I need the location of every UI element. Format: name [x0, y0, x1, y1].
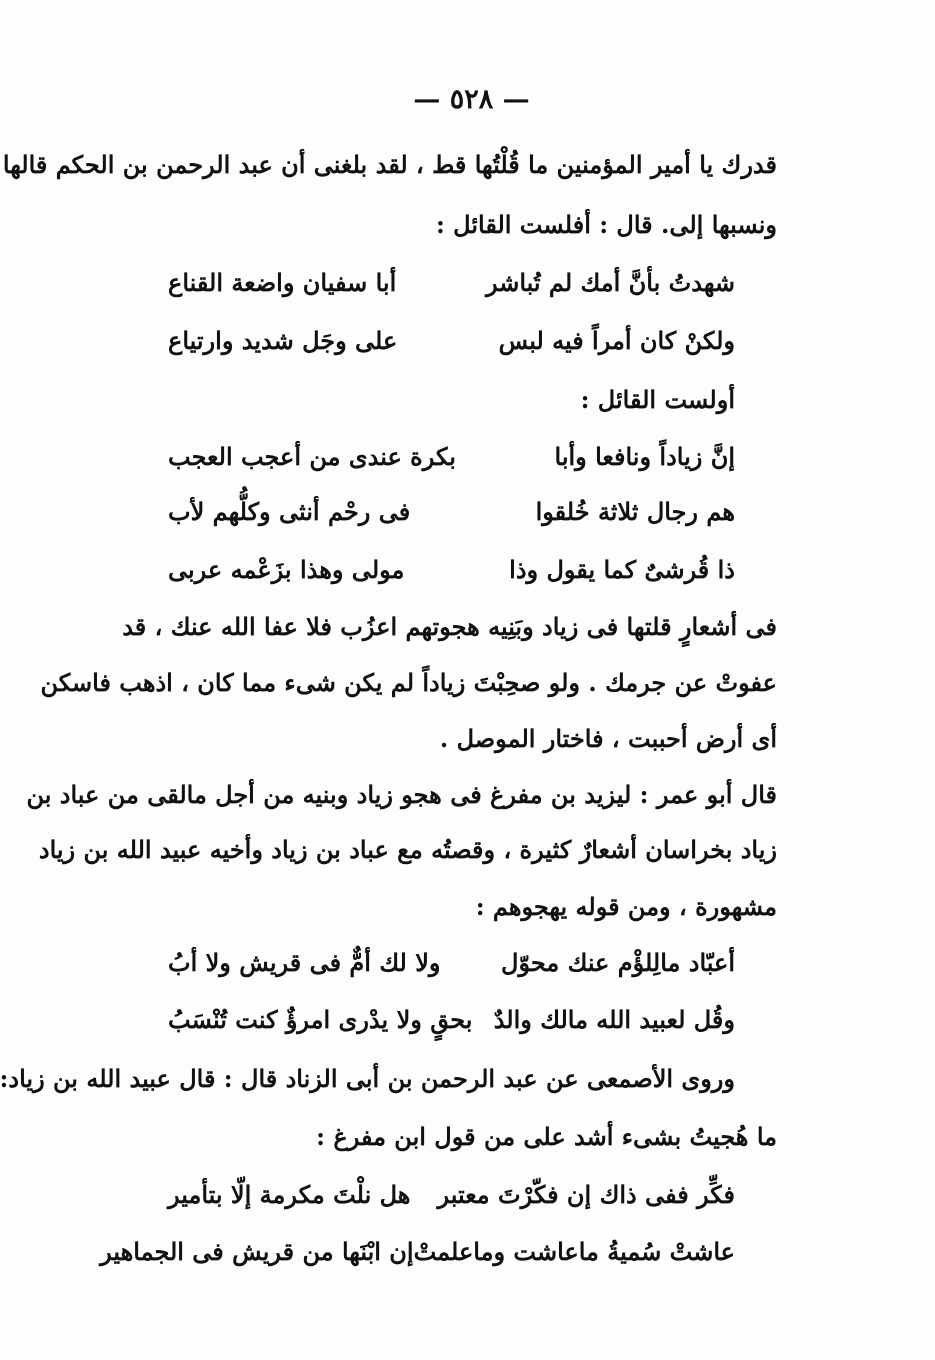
prose-line: قدرك يا أمير المؤمنين ما قُلْتُها قط ، لقد بلغنى أن عبد الرحمن بن الحكم قالها [2, 150, 777, 179]
verse-hemistich-first: ذا قُرشىٌ كما يقول وذا [509, 555, 735, 584]
verse-line [168, 326, 735, 355]
verse-hemistich-first: هم رجال ثلاثة خُلقوا [535, 497, 735, 526]
verse-hemistich-first: شهدتُ بأنَّ أمك لم تُباشر [485, 268, 735, 297]
verse-hemistich-second: بحقٍ ولا يدْرى امرؤٌ كنت تُنْسَبُ [168, 1005, 473, 1034]
verse-hemistich-first: ولكنْ كان أمراً فيه لبس [498, 326, 735, 355]
verse-line [168, 948, 735, 977]
verse-line [168, 268, 735, 297]
verse-line [168, 442, 735, 471]
verse-line [100, 1237, 735, 1266]
verse-hemistich-second: فى رحْم أنثى وكلُّهم لأب [168, 497, 411, 526]
prose-line: قال أبو عمر : ليزيد بن مفرغ فى هجو زياد وبنيه من أجل مالقى من عباد بن [26, 780, 777, 809]
verse-hemistich-first: أعبّاد مالِلؤْم عنك محوّل [501, 948, 735, 977]
verse-hemistich-second: ولا لك أمٌّ فى قريش ولا أبُ [168, 948, 441, 977]
page-number: — ٥٢٨ — [413, 84, 530, 115]
prose-line: زياد بخراسان أشعارٌ كثيرة ، وقصتُه مع عباد بن زياد وأخيه عبيد الله بن زياد [38, 835, 777, 864]
verse-hemistich-second: مولى وهذا بزَعْمه عربى [168, 555, 405, 584]
verse-line [168, 555, 735, 584]
prose-line: أولست القائل : [580, 385, 735, 414]
verse-hemistich-first: عاشتْ سُميةُ ماعاشت وماعلمتْ [413, 1237, 735, 1266]
verse-hemistich-second: إن ابْنَها من قريش فى الجماهير [100, 1237, 414, 1266]
prose-line: عفوتْ عن جرمك . ولو صحِبْتَ زياداً لم يكن شىء مما كان ، اذهب فاسكن [40, 668, 777, 697]
prose-line: فى أشعارٍ قلتها فى زياد وبَنِيه هجوتهم اعزُب فلا عفا الله عنك ، قد [122, 612, 777, 641]
prose-line: مشهورة ، ومن قوله يهجوهم : [475, 892, 777, 921]
verse-hemistich-second: بكرة عندى من أعجب العجب [168, 442, 456, 471]
prose-line: أى أرض أحببت ، فاختار الموصل . [439, 724, 777, 753]
verse-line [168, 1005, 735, 1034]
verse-hemistich-first: فكِّر ففى ذاك إن فكّرْتَ معتبر [437, 1180, 735, 1209]
verse-line [168, 497, 735, 526]
verse-hemistich-first: إنَّ زياداً ونافعا وأبا [554, 442, 735, 471]
prose-line: ونسبها إلى. قال : أفلست القائل : [435, 210, 777, 239]
verse-hemistich-second: أبا سفيان واضعة القناع [168, 268, 397, 297]
prose-line: وروى الأصمعى عن عبد الرحمن بن أبى الزناد قال : قال عبيد الله بن زياد: [0, 1064, 735, 1093]
prose-line: ما هُجيتُ بشىء أشد على من قول ابن مفرغ : [316, 1122, 777, 1151]
verse-hemistich-first: وقُل لعبيد الله مالك والدٌ [493, 1005, 735, 1034]
verse-hemistich-second: على وجَل شديد وارتياع [168, 326, 398, 355]
verse-hemistich-second: هل نلْتَ مكرمة إلّا بتأمير [168, 1180, 411, 1209]
verse-line [168, 1180, 735, 1209]
